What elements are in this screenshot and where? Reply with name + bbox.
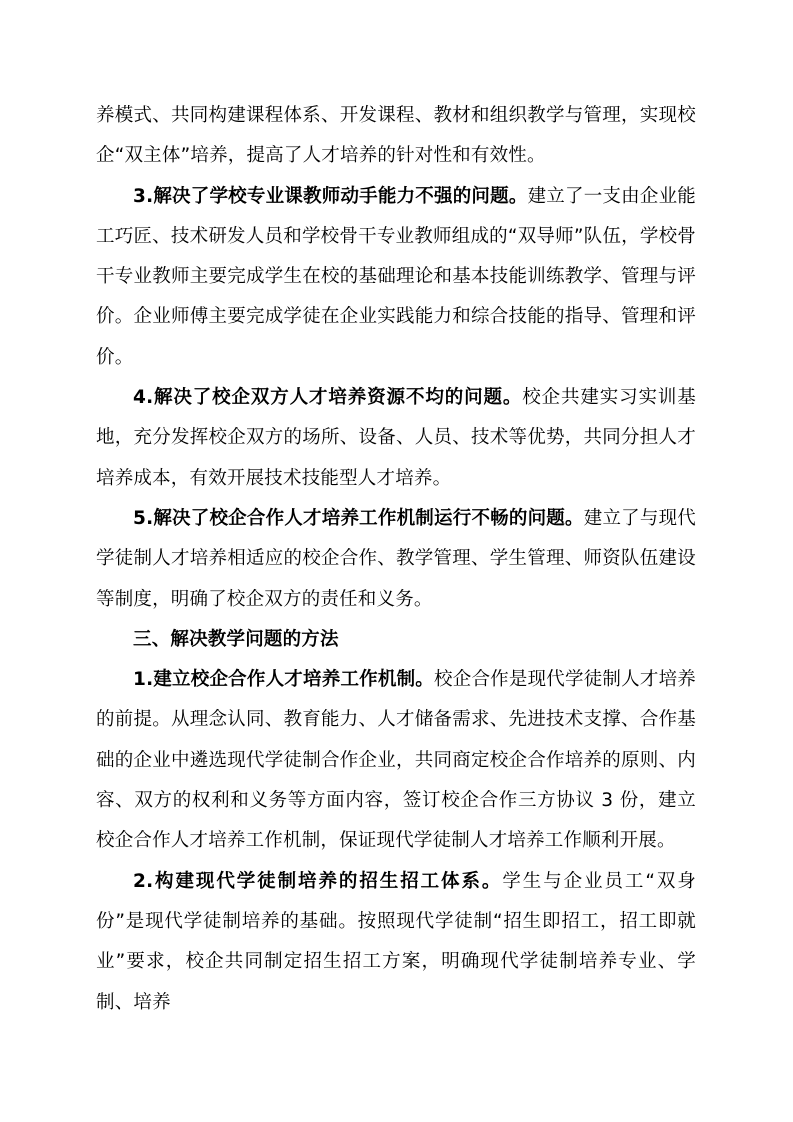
paragraph-text: 校企合作是现代学徒制人才培养的前提。从理念认同、教育能力、人才储备需求、先进技术支撑、合作基础的企业中遴选现代学徒制合作企业，共同商定校企合作培养的原则、内容、双方的权利和义务等方面内容，签订校企合作三方协议 3 份，建立校企合作人才培养工作机制，保证现代学徒制人才培养工作顺利开展。	[96, 669, 696, 852]
document-body	[96, 96, 696, 1023]
section-heading: 三、解决教学问题的方法	[133, 628, 339, 650]
paragraph-lead: 2.构建现代学徒制培养的招生招工体系。	[133, 870, 503, 892]
paragraph-method-1	[96, 660, 696, 861]
paragraph-text: 养模式、共同构建课程体系、开发课程、教材和组织教学与管理，实现校企“双主体”培养，提高了人才培养的针对性和有效性。	[96, 105, 696, 167]
paragraph-text: 校企共建实习实训基地，充分发挥校企双方的场所、设备、人员、技术等优势，共同分担人才培养成本，有效开展技术技能型人才培养。	[96, 387, 696, 489]
paragraph-text: 建立了与现代学徒制人才培养相适应的校企合作、教学管理、学生管理、师资队伍建设等制度，明确了校企双方的责任和义务。	[96, 507, 697, 610]
paragraph-lead: 5.解决了校企合作人才培养工作机制运行不畅的问题。	[133, 507, 584, 529]
paragraph-text: 学生与企业员工“双身份”是现代学徒制培养的基础。按照现代学徒制“招生即招工，招工即就业”要求，校企共同制定招生招工方案，明确现代学徒制培养专业、学制、培养	[96, 870, 696, 1013]
paragraph-continuation	[96, 96, 696, 177]
paragraph-lead: 4.解决了校企双方人才培养资源不均的问题。	[133, 387, 523, 409]
paragraph-lead: 3.解决了学校专业课教师动手能力不强的问题。	[133, 185, 528, 207]
paragraph-item-5	[96, 499, 696, 620]
paragraph-method-2	[96, 862, 696, 1023]
paragraph-item-4	[96, 378, 696, 499]
paragraph-text: 建立了一支由企业能工巧匠、技术研发人员和学校骨干专业教师组成的“双导师”队伍，学校骨干专业教师主要完成学生在校的基础理论和基本技能训练教学、管理与评价。企业师傅主要完成学徒在企业实践能力和综合技能的指导、管理和评价。	[96, 185, 696, 368]
paragraph-item-3	[96, 177, 696, 378]
paragraph-lead: 1.建立校企合作人才培养工作机制。	[133, 669, 435, 691]
